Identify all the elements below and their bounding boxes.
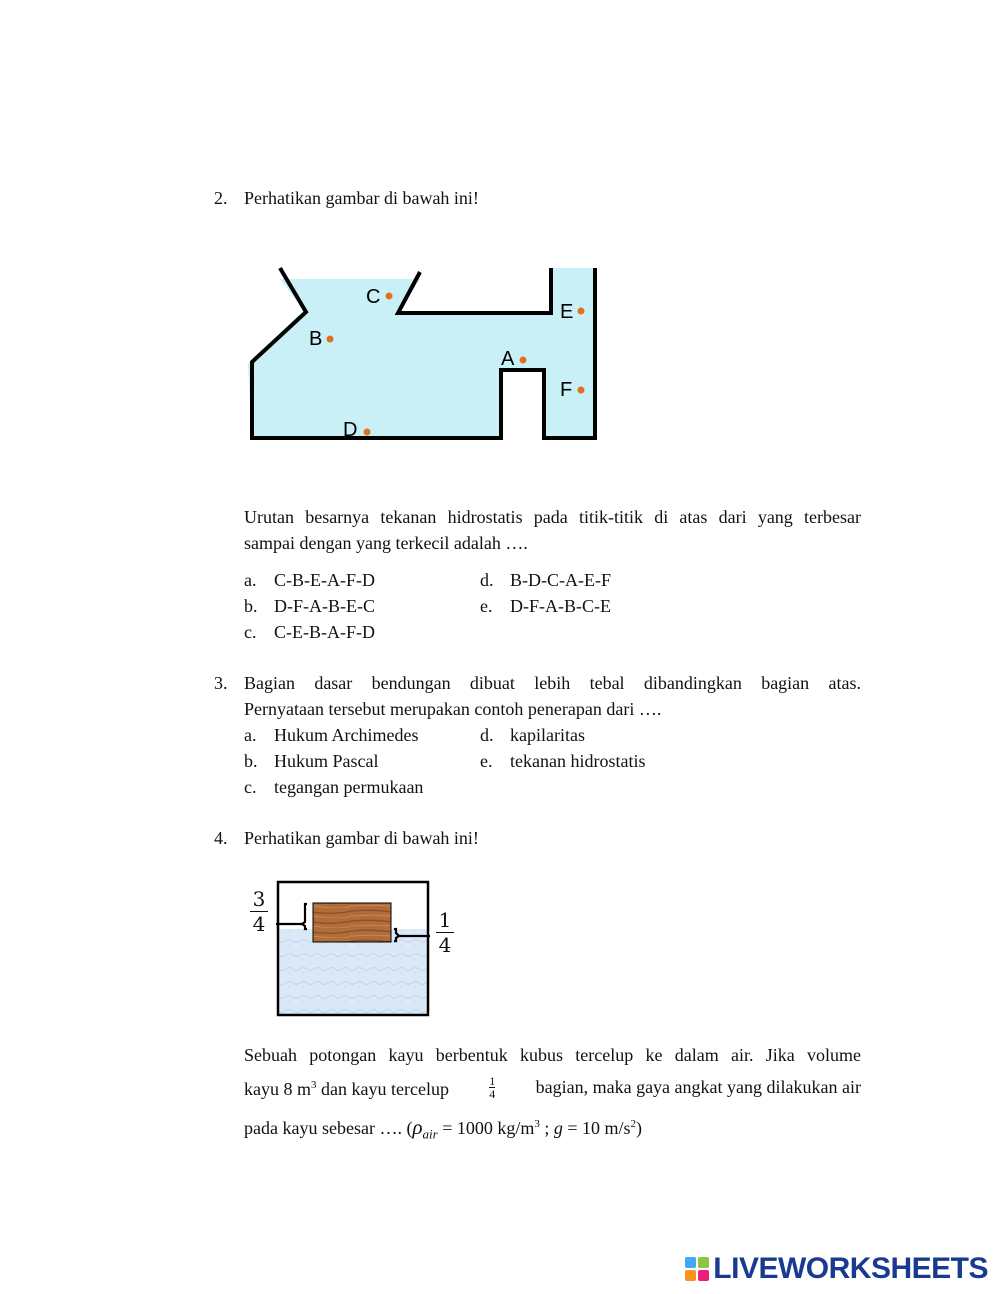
question-4-text-line-1: Sebuah potongan kayu berbentuk kubus tercelup ke dalam air. Jika volume <box>244 1045 861 1065</box>
q2-option-b[interactable]: b. D-F-A-B-E-C <box>244 596 375 616</box>
right-fraction-denominator: 4 <box>438 933 452 957</box>
question-4-text-line-3: pada kayu sebesar …. ($\rho_{air} = 1000$ $kg/m^3$ ; g = 10 $m/s^2$) <box>244 1115 643 1142</box>
question-2-text-line-1: Urutan besarnya tekanan hidrostatis pada titik-titik di atas dari yang terbesar <box>244 507 861 527</box>
liveworksheets-logo-icon <box>684 1256 710 1282</box>
q2-option-e[interactable]: e. D-F-A-B-C-E <box>480 596 611 616</box>
question-3-text-line-1: Bagian dasar bendungan dibuat lebih tebal dibandingkan bagian atas. <box>244 673 861 693</box>
point-f-label: F <box>560 379 573 401</box>
q3-option-e[interactable]: e. tekanan hidrostatis <box>480 751 646 771</box>
left-fraction-numerator: 3 <box>252 887 266 911</box>
right-fraction-numerator: 1 <box>438 908 452 932</box>
point-a-label: A <box>501 348 515 370</box>
question-2-number: 2. <box>214 188 228 208</box>
question-4-text-line-2: kayu 8 $m^3$ dan kayu tercelup $\frac{1}{4}$ bagian, maka gaya angkat yang dilakukan air <box>244 1073 861 1101</box>
point-c-dot <box>386 293 393 300</box>
wood-block <box>313 903 391 942</box>
inline-fraction: $\frac{1}{4}$ <box>489 1073 496 1101</box>
q2-option-c[interactable]: c. C-E-B-A-F-D <box>244 622 375 642</box>
q3-option-c[interactable]: c. tegangan permukaan <box>244 777 424 797</box>
container-wall-top <box>398 268 551 313</box>
point-d-label: D <box>343 419 358 441</box>
left-fraction-denominator: 4 <box>252 912 266 936</box>
point-b-dot <box>327 336 334 343</box>
question-2-text-line-2: sampai dengan yang terkecil adalah …. <box>244 533 528 553</box>
left-fraction-label <box>250 888 268 935</box>
point-f-dot <box>578 387 585 394</box>
point-e-dot <box>578 308 585 315</box>
point-b-label: B <box>309 328 323 350</box>
q2-option-d[interactable]: d. B-D-C-A-E-F <box>480 570 611 590</box>
point-d-dot <box>364 429 371 436</box>
hydrostatic-container-figure <box>240 262 610 448</box>
right-fraction-label <box>436 909 454 956</box>
liveworksheets-logo[interactable] <box>684 1252 988 1286</box>
floating-wood-figure <box>272 878 434 1020</box>
left-bracket <box>302 904 307 929</box>
q3-option-a[interactable]: a. Hukum Archimedes <box>244 725 419 745</box>
point-a-dot <box>520 357 527 364</box>
question-4-prompt: Perhatikan gambar di bawah ini! <box>244 828 479 848</box>
point-c-label: C <box>366 286 381 308</box>
point-e-label: E <box>560 301 574 323</box>
liveworksheets-brand-text: LIVEWORKSHEETS <box>713 1252 988 1285</box>
q2-option-a[interactable]: a. C-B-E-A-F-D <box>244 570 375 590</box>
q3-option-b[interactable]: b. Hukum Pascal <box>244 751 379 771</box>
question-3-text-line-2: Pernyataan tersebut merupakan contoh penerapan dari …. <box>244 699 662 719</box>
question-3-number: 3. <box>214 673 228 693</box>
question-2-prompt: Perhatikan gambar di bawah ini! <box>244 188 479 208</box>
question-4-number: 4. <box>214 828 228 848</box>
q3-option-d[interactable]: d. kapilaritas <box>480 725 585 745</box>
